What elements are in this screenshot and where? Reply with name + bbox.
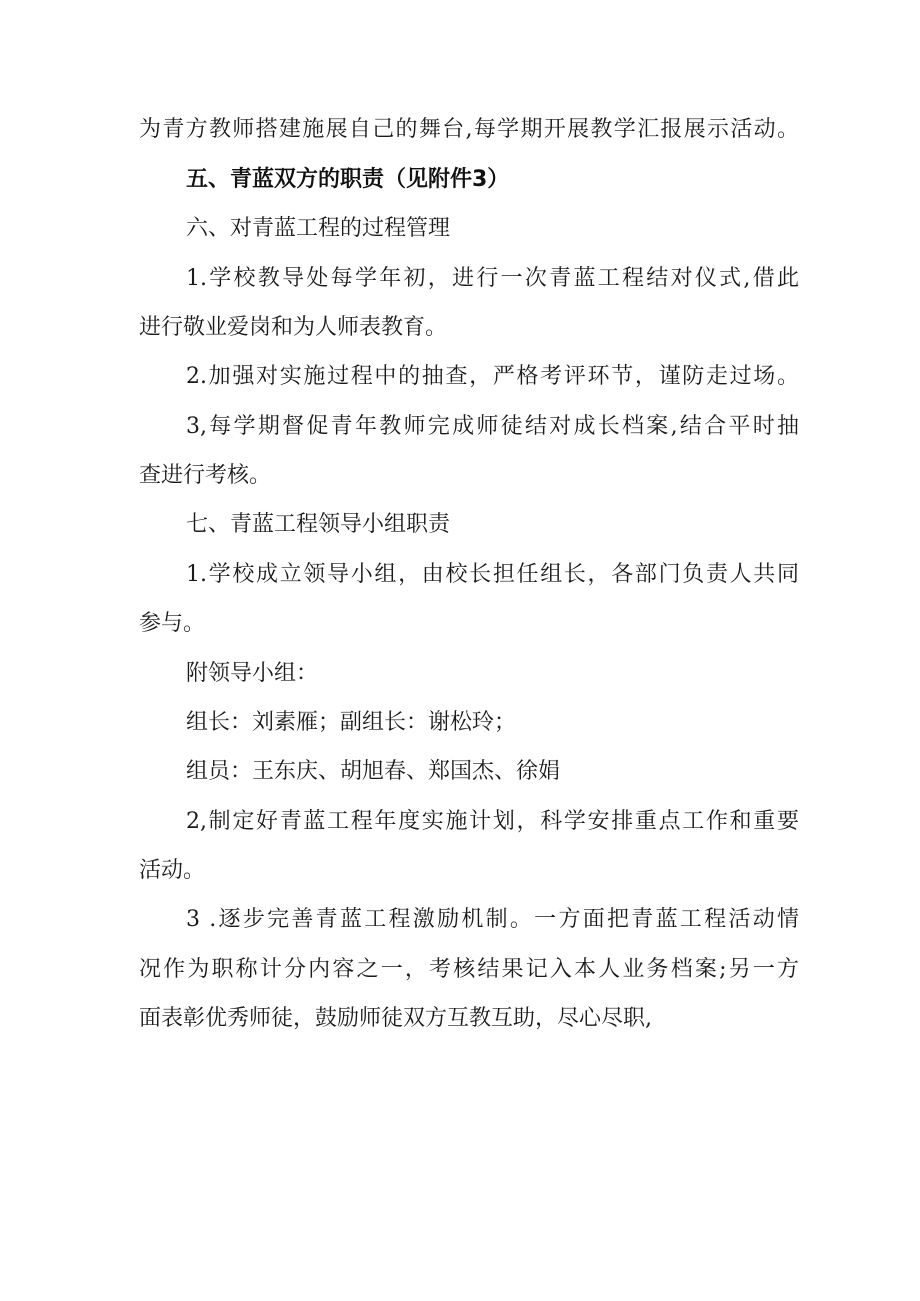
- text-line: 1.学校成立领导小组，由校长担任组长，各部门负责人共同: [186, 562, 799, 587]
- text-line: 2,制定好青蓝工程年度实施计划，科学安排重点工作和重要: [186, 809, 799, 834]
- text-line: 参与。: [139, 611, 206, 636]
- text-line: 2.加强对实施过程中的抽查，严格考评环节，谨防走过场。: [186, 364, 799, 389]
- text-line: 3 .逐步完善青蓝工程激励机制。一方面把青蓝工程活动情: [186, 907, 799, 932]
- text-line: 活动。: [139, 858, 206, 883]
- text-line: 为青方教师搭建施展自己的舞台,每学期开展教学汇报展示活动。: [139, 117, 799, 142]
- text-line: 查进行考核。: [139, 463, 272, 488]
- text-line: 附领导小组：: [186, 661, 319, 686]
- text-line: 况作为职称计分内容之一，考核结果记入本人业务档案;另一方: [139, 957, 799, 982]
- section-heading-6: 六、对青蓝工程的过程管理: [186, 216, 451, 241]
- text-line: 1.学校教导处每学年初，进行一次青蓝工程结对仪式,借此: [186, 266, 799, 291]
- text-line: 组长：刘素雁；副组长：谢松玲；: [186, 710, 517, 735]
- text-line: 面表彰优秀师徒，鼓励师徒双方互教互助，尽心尽职,: [139, 1006, 652, 1031]
- section-heading-5: 五、青蓝双方的职责（见附件3）: [186, 167, 510, 192]
- text-line: 组员：王东庆、胡旭春、郑国杰、徐娟: [186, 759, 561, 784]
- text-line: 3,每学期督促青年教师完成师徒结对成长档案,结合平时抽: [186, 414, 799, 439]
- section-heading-7: 七、青蓝工程领导小组职责: [186, 512, 451, 537]
- text-line: 进行敬业爱岗和为人师表教育。: [139, 315, 448, 340]
